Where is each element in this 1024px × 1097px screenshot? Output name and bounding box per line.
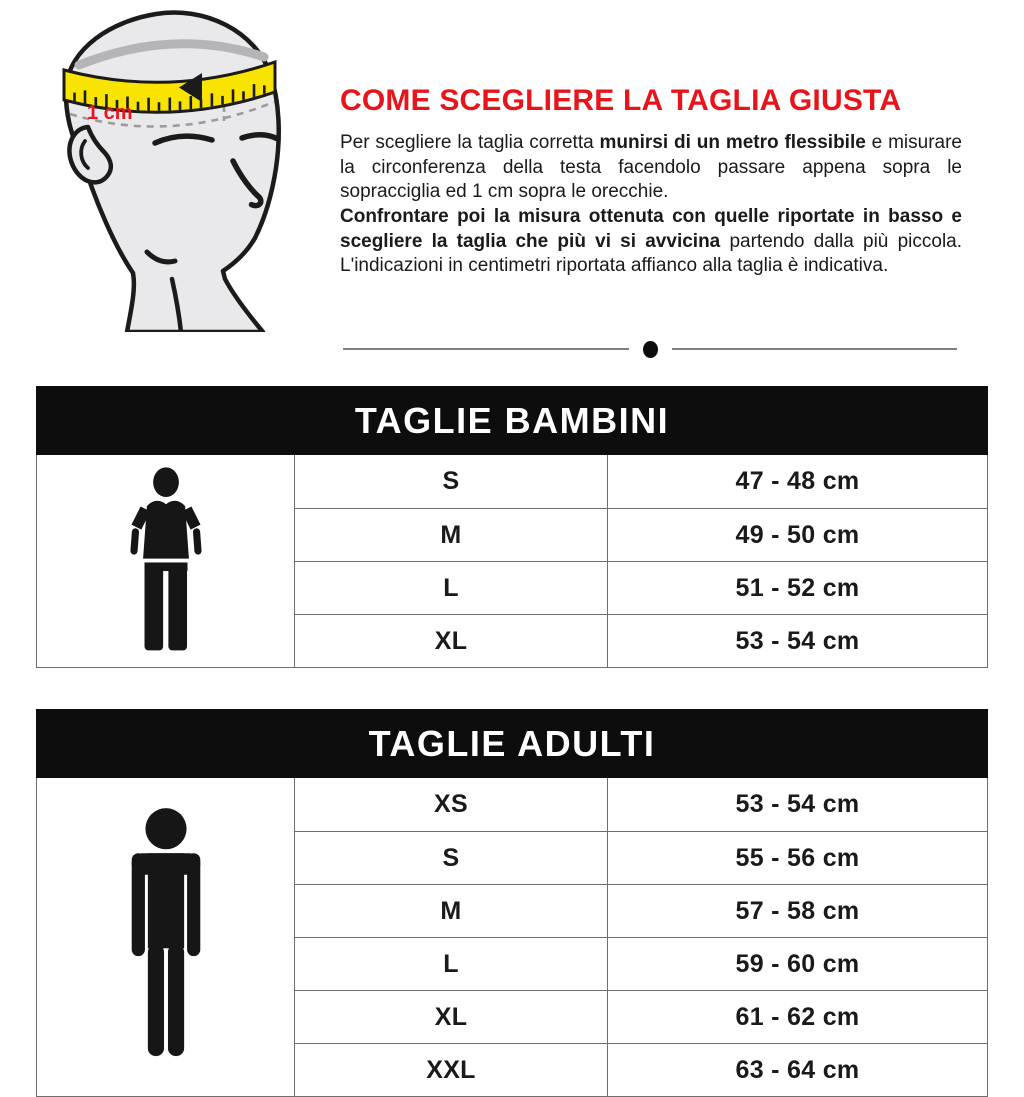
- section-divider: [343, 340, 957, 358]
- kids-table-title: TAGLIE BAMBINI: [36, 386, 988, 455]
- guide-paragraph: [340, 131, 962, 279]
- adult-figure-cell: [37, 778, 295, 1096]
- adults-size-table: [36, 709, 988, 1097]
- range-cell: 55 - 56 cm: [608, 831, 987, 884]
- divider-line-right: [672, 348, 958, 350]
- paragraph-text: Per scegliere la taglia corretta: [340, 132, 600, 153]
- size-cell: L: [295, 561, 608, 614]
- size-cell: M: [295, 884, 608, 937]
- adults-table-title: TAGLIE ADULTI: [36, 709, 988, 778]
- child-figure-cell: [37, 455, 295, 667]
- size-cell: S: [295, 455, 608, 508]
- size-cell: M: [295, 508, 608, 561]
- size-cell: L: [295, 937, 608, 990]
- size-cell: S: [295, 831, 608, 884]
- range-cell: 59 - 60 cm: [608, 937, 987, 990]
- head-measurement-illustration: [28, 0, 328, 332]
- size-cell: XS: [295, 778, 608, 831]
- size-cell: XXL: [295, 1043, 608, 1096]
- tape-measure-label: 1 cm: [87, 102, 133, 124]
- divider-dot-icon: [643, 341, 658, 358]
- paragraph-text: e misurare la circonferenza della testa facendolo passare appena sopra le sopracciglia ed 1 cm sopra le orecchie.: [340, 132, 962, 203]
- page-title: COME SCEGLIERE LA TAGLIA GIUSTA: [340, 84, 902, 117]
- kids-size-table: [36, 386, 988, 668]
- paragraph-text-bold: Confrontare poi la misura ottenuta con quelle riportate in basso e scegliere la taglia che più vi si avvicina: [340, 206, 962, 252]
- size-guide-intro: [0, 0, 1024, 332]
- range-cell: 49 - 50 cm: [608, 508, 987, 561]
- range-cell: 51 - 52 cm: [608, 561, 987, 614]
- adult-pictogram-icon: [117, 807, 215, 1068]
- range-cell: 53 - 54 cm: [608, 614, 987, 667]
- range-cell: 53 - 54 cm: [735, 790, 860, 818]
- intro-text-block: [340, 86, 962, 279]
- range-cell: 63 - 64 cm: [608, 1043, 987, 1096]
- kids-table-body: [36, 455, 988, 668]
- range-cell: 47 - 48 cm: [735, 467, 860, 495]
- range-cell: 61 - 62 cm: [608, 990, 987, 1043]
- child-pictogram-icon: [123, 466, 209, 657]
- range-cell: 57 - 58 cm: [608, 884, 987, 937]
- adults-table-body: [36, 778, 988, 1097]
- size-cell: XL: [295, 614, 608, 667]
- paragraph-text-bold: munirsi di un metro flessibile: [599, 132, 866, 153]
- size-cell: XL: [295, 990, 608, 1043]
- divider-line-left: [343, 348, 629, 350]
- paragraph-text: partendo dalla più piccola. L'indicazioni in centimetri riportata affianco alla taglia è indicativa.: [340, 230, 963, 277]
